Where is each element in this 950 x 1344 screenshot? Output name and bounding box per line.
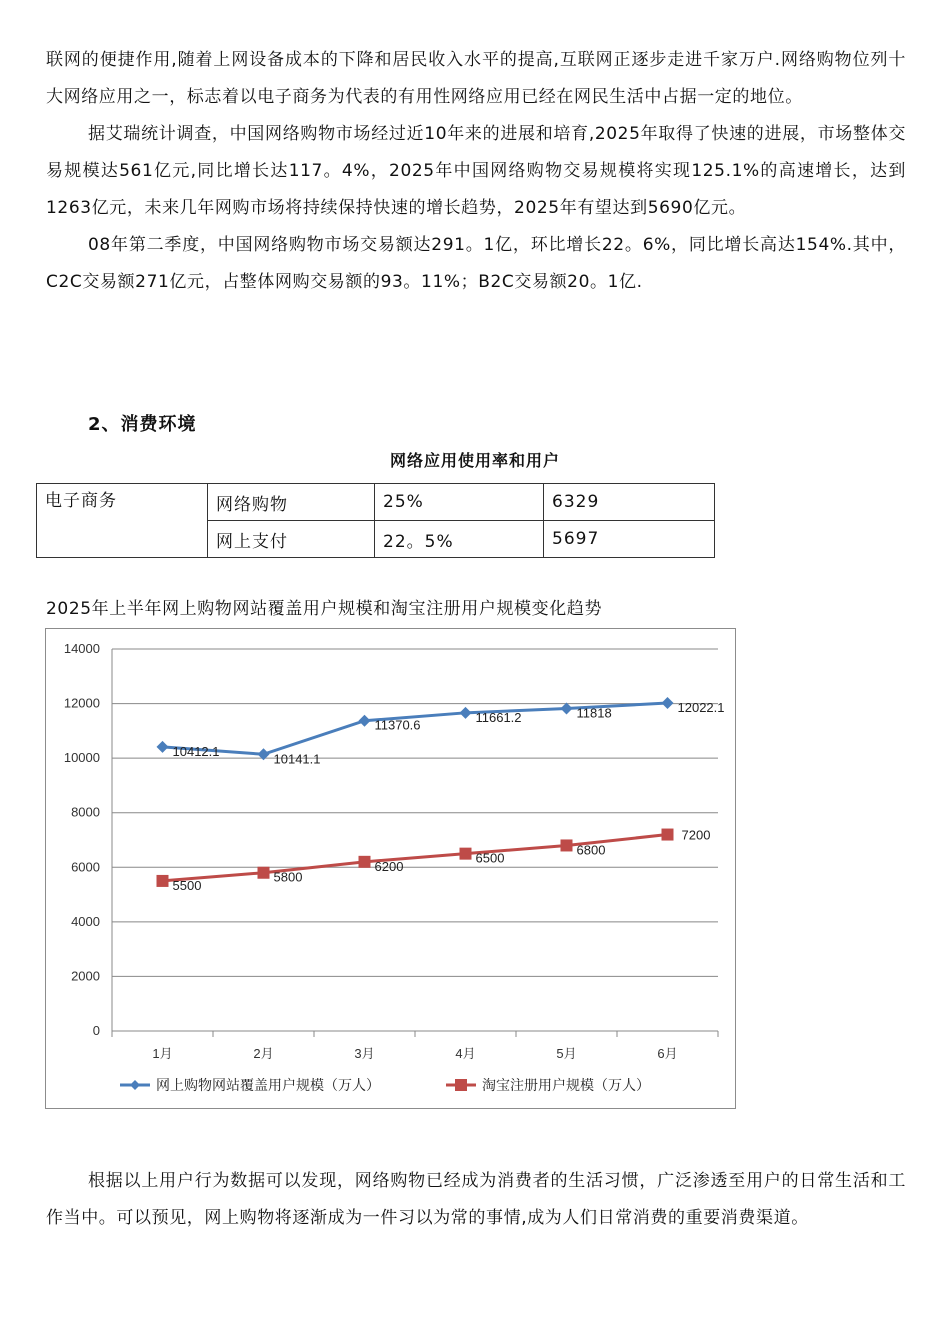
data-label: 5500 bbox=[172, 877, 202, 893]
table-cell-app: 网上支付 bbox=[208, 521, 375, 558]
data-label: 5800 bbox=[273, 869, 303, 885]
data-label: 10412.1 bbox=[172, 743, 220, 759]
paragraph-3: 08年第二季度，中国网络购物市场交易额达291。1亿，环比增长22。6%，同比增长高达154%.其中，C2C交易额271亿元，占整体网购交易额的93。11%；B2C交易额20。1亿. bbox=[46, 235, 906, 292]
data-point-marker bbox=[662, 829, 674, 841]
data-label: 6200 bbox=[374, 858, 404, 874]
intro-text bbox=[46, 42, 906, 301]
chart-canvas bbox=[46, 629, 737, 1110]
data-point-marker bbox=[258, 867, 270, 879]
table-cell-rate: 22。5% bbox=[375, 521, 544, 558]
y-tick-label: 14000 bbox=[63, 641, 100, 656]
x-tick-label: 1月 bbox=[152, 1046, 173, 1061]
table-title: 网络应用使用率和用户 bbox=[389, 451, 560, 470]
data-label: 11661.2 bbox=[475, 709, 522, 725]
table-row bbox=[37, 484, 715, 521]
paragraph-1: 联网的便捷作用,随着上网设备成本的下降和居民收入水平的提高,互联网正逐步走进千家万户.网络购物位列十大网络应用之一，标志着以电子商务为代表的有用性网络应用已经在网民生活中占据一定的地位。 bbox=[46, 50, 906, 107]
data-point-marker bbox=[561, 703, 573, 715]
data-point-marker bbox=[359, 715, 371, 727]
x-tick-label: 2月 bbox=[253, 1046, 274, 1061]
table-cell-rate: 25% bbox=[375, 484, 544, 521]
section-heading: 2、消费环境 bbox=[88, 414, 197, 435]
y-tick-label: 2000 bbox=[71, 968, 100, 984]
table-cell-users: 6329 bbox=[544, 484, 715, 521]
data-point-marker bbox=[460, 848, 472, 860]
x-tick-label: 4月 bbox=[455, 1046, 476, 1061]
usage-table bbox=[36, 483, 715, 558]
data-point-marker bbox=[157, 741, 169, 753]
data-label: 6500 bbox=[475, 850, 505, 866]
line-chart bbox=[45, 628, 736, 1109]
chart-caption: 2025年上半年网上购物网站覆盖用户规模和淘宝注册用户规模变化趋势 bbox=[46, 599, 603, 619]
y-tick-label: 8000 bbox=[71, 804, 100, 820]
data-label: 11818 bbox=[576, 705, 612, 721]
data-label: 6800 bbox=[576, 842, 606, 858]
data-label: 10141.1 bbox=[273, 751, 321, 767]
legend-marker bbox=[455, 1079, 467, 1091]
y-tick-label: 12000 bbox=[63, 695, 100, 711]
x-tick-label: 3月 bbox=[354, 1046, 375, 1061]
data-label: 11370.6 bbox=[374, 717, 421, 733]
x-tick-label: 6月 bbox=[657, 1046, 678, 1061]
table-cell-users: 5697 bbox=[544, 521, 715, 558]
closing-paragraph: 根据以上用户行为数据可以发现，网络购物已经成为消费者的生活习惯，广泛渗透至用户的日常生活和工作当中。可以预见，网上购物将逐渐成为一件习以为常的事情,成为人们日常消费的重要消费渠道。 bbox=[46, 1171, 906, 1228]
y-tick-label: 10000 bbox=[63, 750, 100, 766]
data-point-marker bbox=[662, 697, 674, 709]
data-point-marker bbox=[460, 707, 472, 719]
data-point-marker bbox=[157, 875, 169, 887]
table-category-cell: 电子商务 bbox=[37, 484, 208, 558]
data-point-marker bbox=[359, 856, 371, 868]
data-label: 7200 bbox=[681, 827, 711, 843]
y-tick-label: 6000 bbox=[71, 859, 100, 875]
legend-label: 淘宝注册用户规模（万人） bbox=[482, 1078, 650, 1094]
legend-marker bbox=[130, 1080, 140, 1090]
data-point-marker bbox=[561, 839, 573, 851]
y-tick-label: 4000 bbox=[71, 913, 100, 929]
table-cell-app: 网络购物 bbox=[208, 484, 375, 521]
legend-label: 网上购物网站覆盖用户规模（万人） bbox=[156, 1078, 380, 1094]
y-tick-label: 0 bbox=[92, 1023, 100, 1038]
x-tick-label: 5月 bbox=[556, 1046, 577, 1061]
paragraph-2: 据艾瑞统计调查，中国网络购物市场经过近10年来的进展和培育,2025年取得了快速的进展，市场整体交易规模达561亿元,同比增长达117。4%，2025年中国网络购物交易规模将实现125.1%的高速增长，达到1263亿元，未来几年网购市场将持续保持快速的增长趋势，2025年有望达到5690亿元。 bbox=[46, 124, 906, 218]
data-label: 12022.1 bbox=[677, 699, 725, 715]
